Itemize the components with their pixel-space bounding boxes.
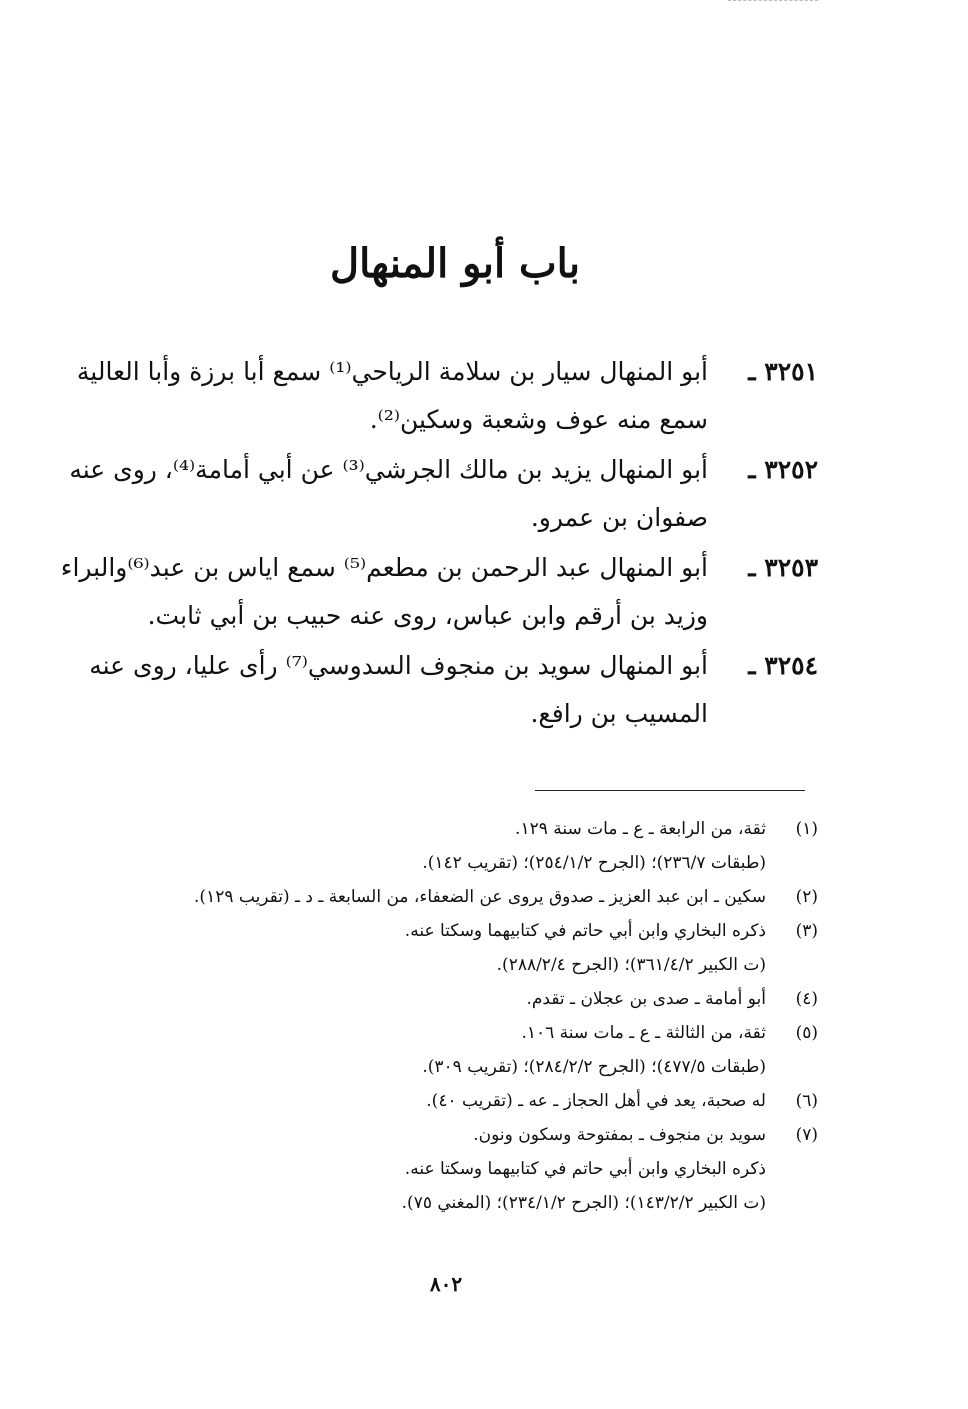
entry-text-line: المسيب بن رافع. (530, 699, 708, 728)
entry-number: ٣٢٥٢ ـ (748, 455, 818, 484)
entry-text-line: أبو المنهال سويد بن منجوف السدوسي⁽⁷⁾ رأى عليا، روى عنه (89, 651, 708, 680)
entry-text-line: أبو المنهال عبد الرحمن بن مطعم⁽⁵⁾ سمع اياس بن عبد⁽⁶⁾والبراء (60, 553, 708, 582)
footnote-text-line: سويد بن منجوف ـ بمفتوحة وسكون ونون. (473, 1125, 766, 1145)
footnote-text-line: سكين ـ ابن عبد العزيز ـ صدوق يروى عن الضعفاء، من السابعة ـ د ـ (تقريب ١٢٩). (194, 887, 766, 907)
footnote-1 (108, 812, 818, 880)
footnote-number: (٧) (795, 1125, 818, 1145)
footnote-number: (١) (795, 819, 818, 839)
entry-number: ٣٢٥١ ـ (748, 357, 818, 386)
page-number: ٨٠٢ (429, 1272, 463, 1296)
footnote-6 (108, 1084, 818, 1118)
footnote-text-line: أبو أمامة ـ صدى بن عجلان ـ تقدم. (526, 989, 766, 1009)
entry-text-line: صفوان بن عمرو. (530, 503, 708, 532)
footnote-2 (108, 880, 818, 914)
footnote-text-line: (ت الكبير ٣٦١/٤/٢)؛ (الجرح ٢٨٨/٢/٤). (496, 955, 766, 975)
footnote-7 (108, 1118, 818, 1220)
footnotes-list (108, 812, 818, 1220)
entry-text-line: أبو المنهال يزيد بن مالك الجرشي⁽³⁾ عن أبي أمامة⁽⁴⁾، روى عنه (69, 455, 708, 484)
footnote-number: (٦) (795, 1091, 818, 1111)
footnote-separator (535, 790, 805, 791)
entry-3251 (76, 348, 818, 444)
footnote-text-line: ثقة، من الثالثة ـ ع ـ مات سنة ١٠٦. (521, 1023, 766, 1043)
entry-text-line: وزيد بن أرقم وابن عباس، روى عنه حبيب بن أبي ثابت. (147, 601, 708, 630)
chapter-title: باب أبو المنهال (330, 240, 580, 287)
footnote-number: (٣) (795, 921, 818, 941)
footnote-text-line: له صحبة، يعد في أهل الحجاز ـ عه ـ (تقريب ٤٠). (426, 1091, 766, 1111)
footnote-number: (٢) (795, 887, 818, 907)
footnote-text-line: ذكره البخاري وابن أبي حاتم في كتابيهما وسكتا عنه. (404, 921, 766, 941)
footnote-text-line: (ت الكبير ١٤٣/٢/٢)؛ (الجرح ٢٣٤/١/٢)؛ (المغني ٧٥). (401, 1193, 766, 1213)
footnote-5 (108, 1016, 818, 1084)
entry-3252 (69, 446, 818, 542)
footnote-text-line: (طبقات ٢٣٦/٧)؛ (الجرح ٢٥٤/١/٢)؛ (تقريب ١٤٢). (422, 853, 766, 873)
footnote-text-line: ذكره البخاري وابن أبي حاتم في كتابيهما وسكتا عنه. (404, 1159, 766, 1179)
entry-text-line: أبو المنهال سيار بن سلامة الرياحي⁽¹⁾ سمع أبا برزة وأبا العالية (76, 357, 708, 386)
entry-3253 (60, 544, 818, 640)
footnote-number: (٥) (795, 1023, 818, 1043)
footnote-3 (108, 914, 818, 982)
footnote-text-line: (طبقات ٤٧٧/٥)؛ (الجرح ٢٨٤/٢/٢)؛ (تقريب ٣٠٩). (422, 1057, 766, 1077)
entries-list (60, 348, 818, 740)
footnote-text-line: ثقة، من الرابعة ـ ع ـ مات سنة ١٢٩. (515, 819, 766, 839)
footnote-4 (108, 982, 818, 1016)
entry-3254 (89, 642, 818, 738)
entry-text-line: سمع منه عوف وشعبة وسكين⁽²⁾. (369, 405, 708, 434)
entry-number: ٣٢٥٤ ـ (748, 651, 818, 680)
footnote-number: (٤) (795, 989, 818, 1009)
entry-number: ٣٢٥٣ ـ (748, 553, 818, 582)
